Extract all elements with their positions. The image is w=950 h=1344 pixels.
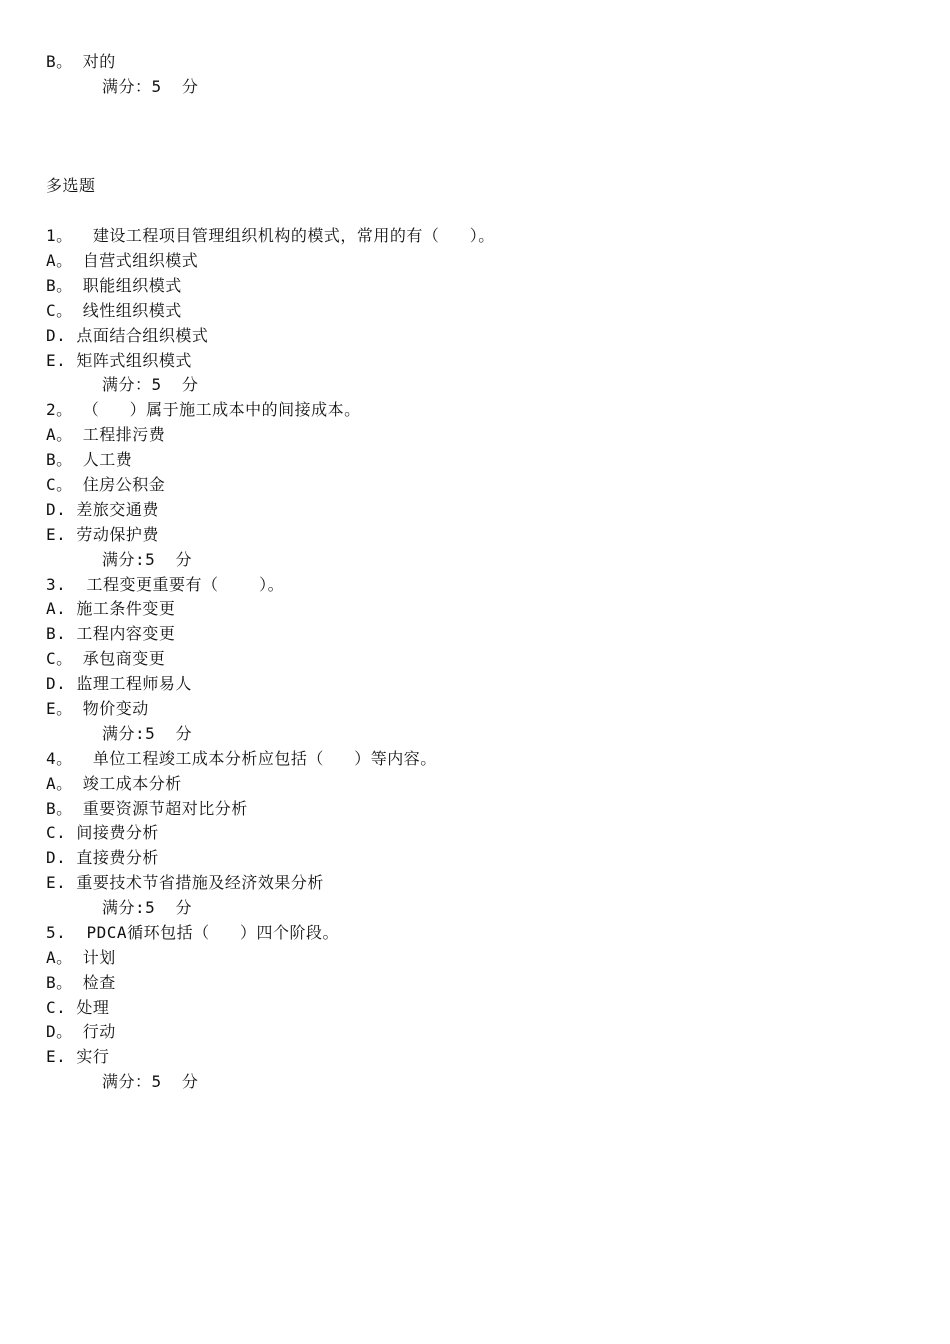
- question-5-score: 满分：5 分: [102, 1072, 199, 1091]
- question-3-option-c: C。 承包商变更: [46, 649, 166, 668]
- question-1-option-a: A。 自营式组织模式: [46, 251, 199, 270]
- question-1-option-b: B。 职能组织模式: [46, 276, 182, 295]
- question-2-stem: 2。 （ ）属于施工成本中的间接成本。: [46, 400, 361, 419]
- question-5-option-c: C. 处理: [46, 998, 110, 1017]
- question-4-option-d: D. 直接费分析: [46, 848, 159, 867]
- question-4-option-b: B。 重要资源节超对比分析: [46, 799, 248, 818]
- question-2-option-e: E. 劳动保护费: [46, 525, 159, 544]
- question-3-stem: 3. 工程变更重要有（ ）。: [46, 575, 285, 594]
- question-1-score: 满分：5 分: [102, 375, 199, 394]
- question-3-score: 满分:5 分: [102, 724, 193, 743]
- question-4-score: 满分:5 分: [102, 898, 193, 917]
- question-5-stem: 5. PDCA循环包括（ ）四个阶段。: [46, 923, 339, 942]
- section-title: 多选题: [46, 176, 96, 195]
- question-3-option-b: B. 工程内容变更: [46, 624, 176, 643]
- question-4-option-a: A。 竣工成本分析: [46, 774, 182, 793]
- question-2-option-d: D. 差旅交通费: [46, 500, 159, 519]
- question-2-option-b: B。 人工费: [46, 450, 133, 469]
- question-2-option-a: A。 工程排污费: [46, 425, 166, 444]
- question-4-option-c: C. 间接费分析: [46, 823, 159, 842]
- question-5-option-d: D。 行动: [46, 1022, 116, 1041]
- question-4-option-e: E. 重要技术节省措施及经济效果分析: [46, 873, 324, 892]
- question-1-option-c: C。 线性组织模式: [46, 301, 182, 320]
- question-3-option-a: A. 施工条件变更: [46, 599, 176, 618]
- question-2-score: 满分:5 分: [102, 550, 193, 569]
- question-1-option-e: E. 矩阵式组织模式: [46, 351, 192, 370]
- question-5-option-b: B。 检查: [46, 973, 116, 992]
- previous-option-b: B。 对的: [46, 52, 116, 71]
- question-2-option-c: C。 住房公积金: [46, 475, 166, 494]
- question-3-option-e: E。 物价变动: [46, 699, 149, 718]
- question-5-option-a: A。 计划: [46, 948, 116, 967]
- question-3-option-d: D. 监理工程师易人: [46, 674, 192, 693]
- question-1-option-d: D. 点面结合组织模式: [46, 326, 209, 345]
- question-4-stem: 4。 单位工程竣工成本分析应包括（ ）等内容。: [46, 749, 437, 768]
- question-1-stem: 1。 建设工程项目管理组织机构的模式，常用的有（ ）。: [46, 226, 495, 245]
- question-5-option-e: E. 实行: [46, 1047, 110, 1066]
- previous-score: 满分：5 分: [102, 77, 199, 96]
